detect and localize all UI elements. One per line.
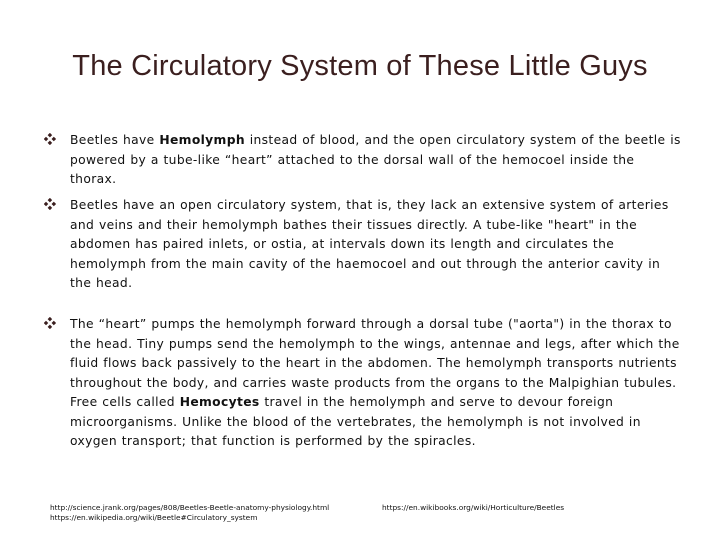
bullet-item [44, 315, 684, 452]
slide-title: The Circulatory System of These Little Guys [72, 50, 648, 82]
bullet-text-part: instead of blood, and the open circulatory system of the beetle is powered by a tube-like “heart” attached to the dorsal wall of the hemocoel inside the thorax. [70, 133, 681, 186]
bullet-item [44, 131, 684, 190]
diamond-four-dots-icon [44, 196, 70, 294]
bold-term: Hemolymph [159, 133, 245, 147]
bold-term: Hemocytes [179, 395, 260, 409]
bullet-text-part: travel in the hemolymph and serve to devour foreign microorganisms. Unlike the blood of the vertebrates, the hemolymph is not involved in oxygen transport; that function is performed by the spiracles. [70, 395, 641, 448]
bullet-text [70, 196, 684, 294]
diamond-four-dots-icon [44, 131, 70, 190]
bullet-item [44, 196, 684, 294]
references-left [50, 503, 329, 523]
bullet-text-part: Beetles have [70, 133, 160, 147]
diamond-four-dots-icon [44, 315, 70, 452]
bullet-text-part: The “heart” pumps the hemolymph forward through a dorsal tube ("aorta") in the thorax to the head. Tiny pumps send the hemolymph to the wings, antennae and legs, after which the fluid flows back passively to the heart in the abdomen. The hemolymph transports nutrients throughout the body, and carries waste products from the organs to the Malpighian tubules. Free cells called [70, 317, 680, 409]
bullet-text [70, 131, 684, 190]
reference-link[interactable]: https://en.wikipedia.org/wiki/Beetle#Circulatory_system [50, 513, 258, 522]
bullet-text [70, 315, 684, 452]
reference-link[interactable]: https://en.wikibooks.org/wiki/Horticulture/Beetles [382, 503, 565, 512]
bullet-text-part: Beetles have an open circulatory system, that is, they lack an extensive system of arteries and veins and their hemolymph bathes their tissues directly. A tube-like "heart" in the abdomen has paired inlets, or ostia, at intervals down its length and circulates the hemolymph from the main cavity of the haemocoel and out through the anterior cavity in the head. [70, 198, 669, 290]
reference-link[interactable]: http://science.jrank.org/pages/808/Beetles-Beetle-anatomy-physiology.html [50, 503, 330, 512]
